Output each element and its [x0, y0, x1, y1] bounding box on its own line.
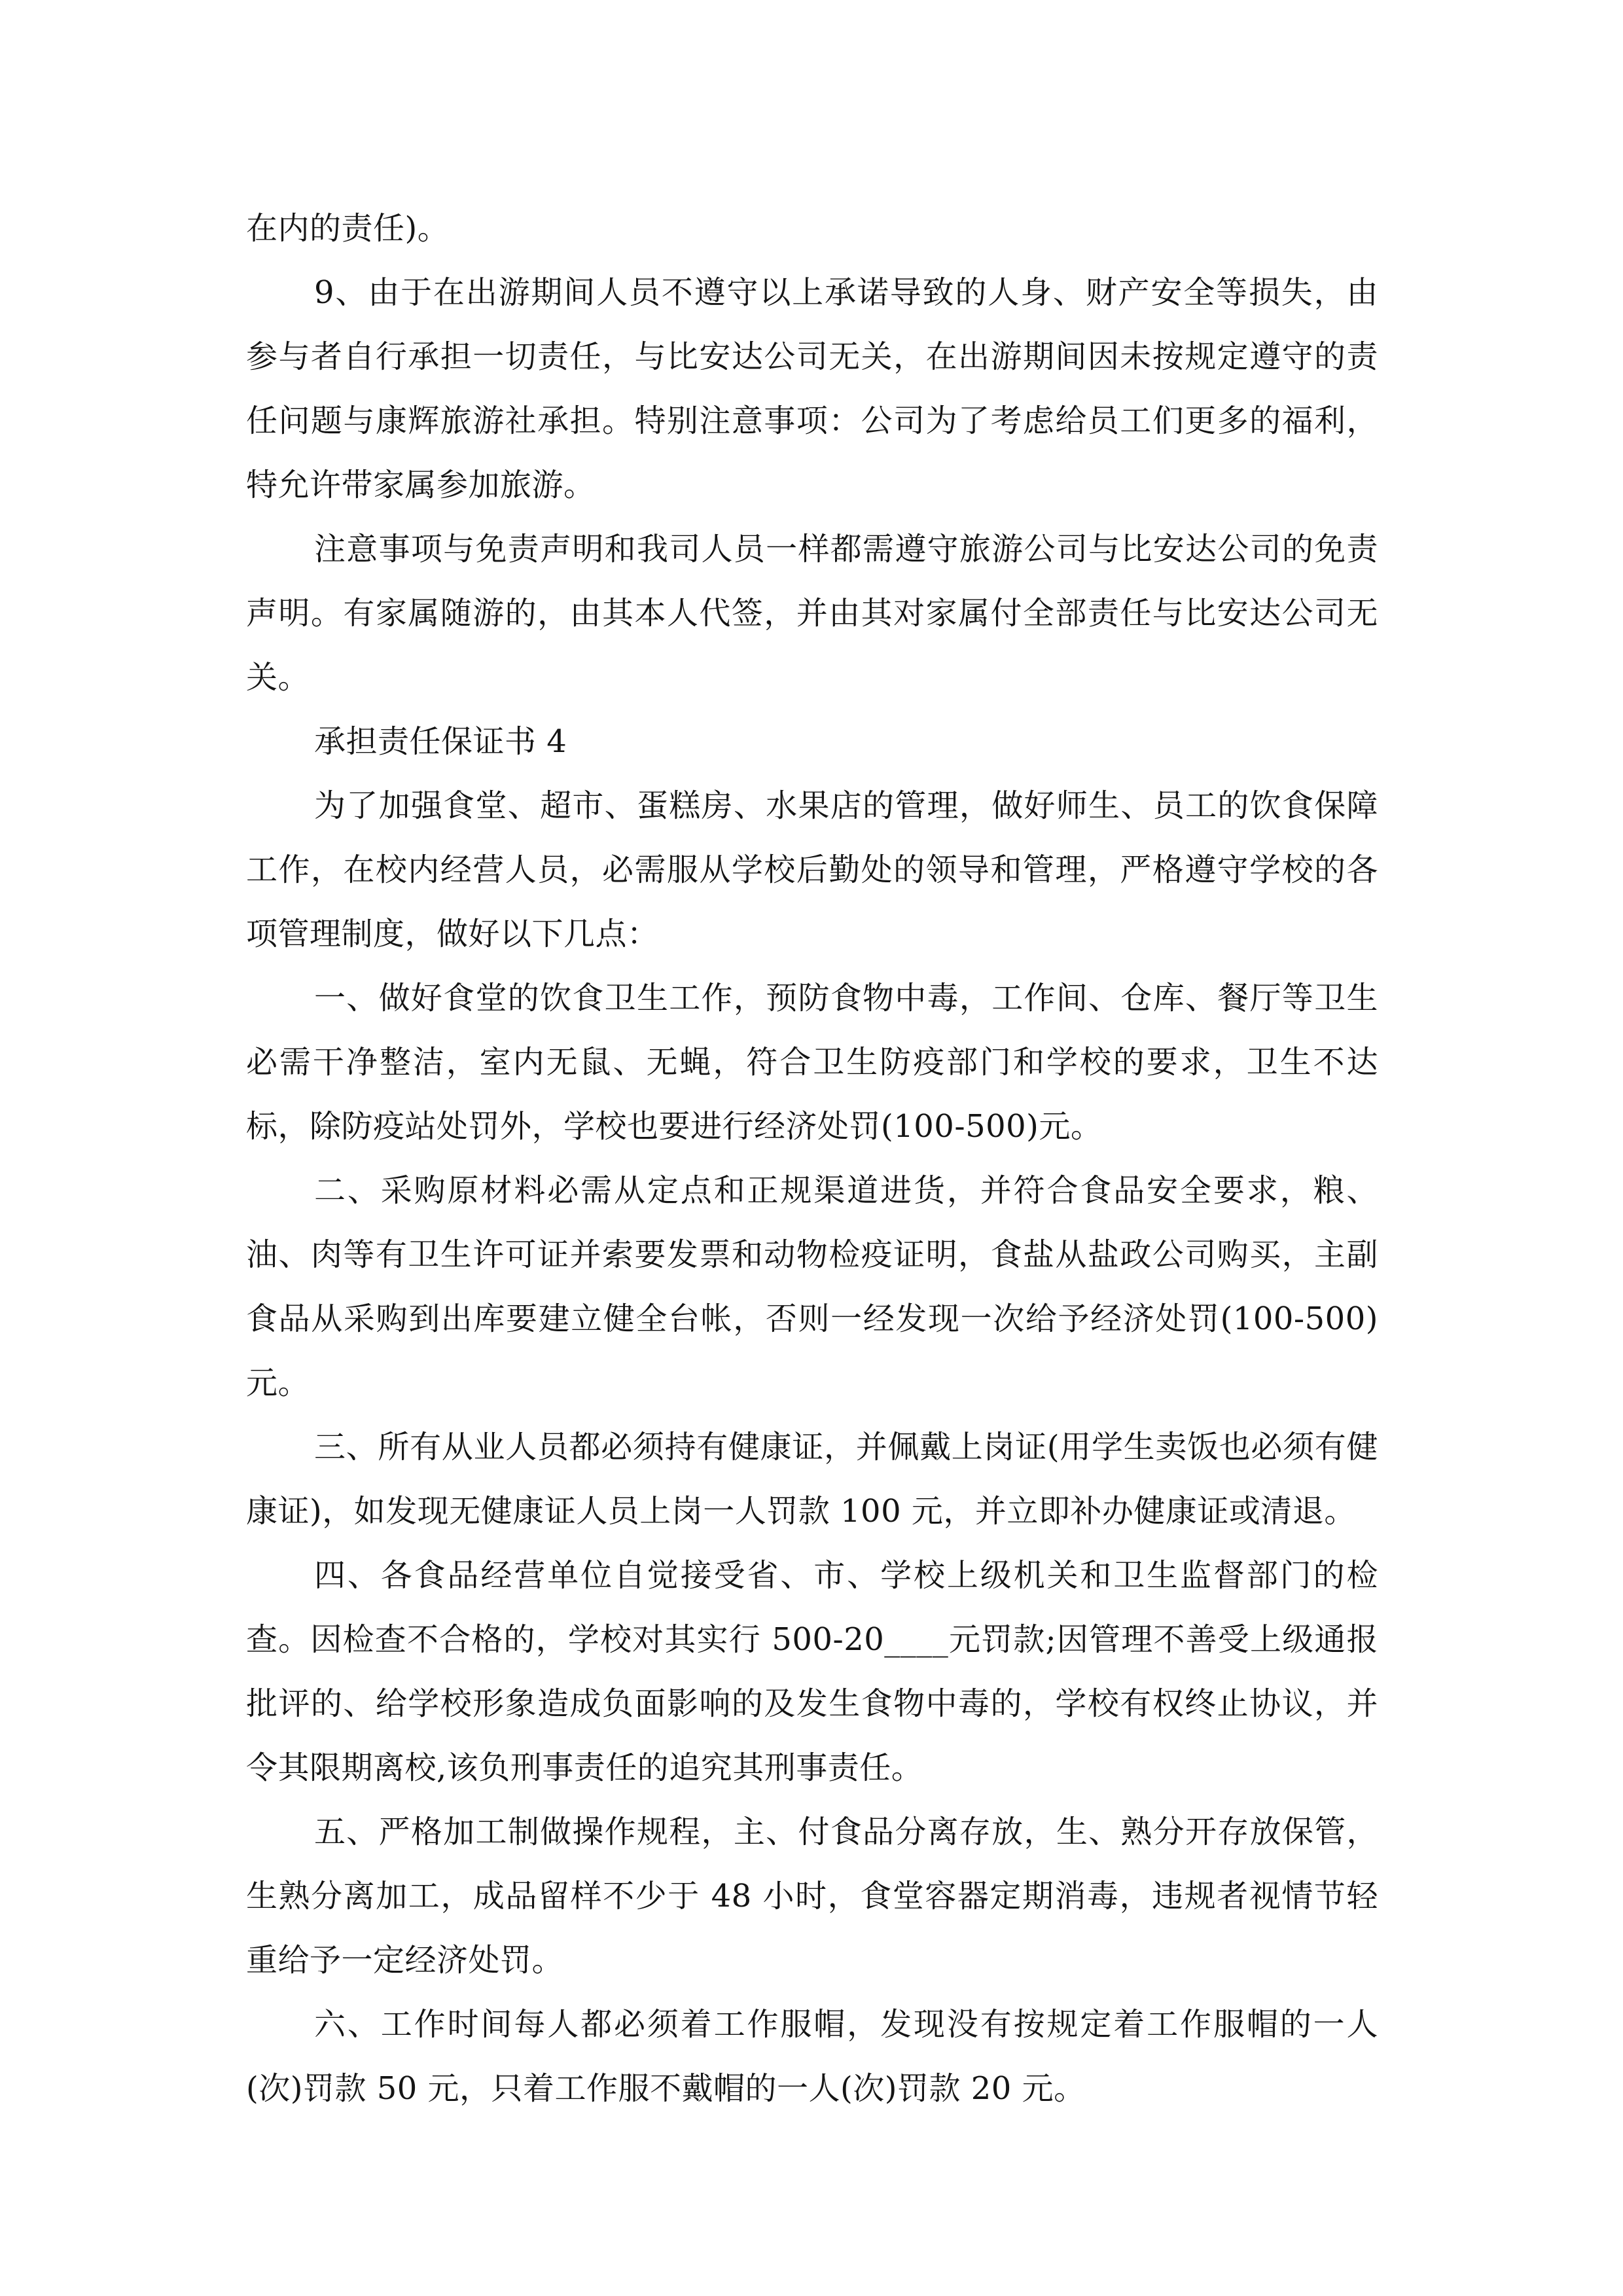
document-body [246, 196, 1378, 2121]
paragraph-clause-4: 四、各食品经营单位自觉接受省、市、学校上级机关和卫生监督部门的检查。因检查不合格的，学校对其实行 500-20____元罚款;因管理不善受上级通报批评的、给学校形象造成负面影响的及发生食物中毒的，学校有权终止协议，并令其限期离校,该负刑事责任的追究其刑事责任。 [246, 1557, 1378, 1786]
paragraph-intro: 为了加强食堂、超市、蛋糕房、水果店的管理，做好师生、员工的饮食保障工作，在校内经营人员，必需服从学校后勤处的领导和管理，严格遵守学校的各项管理制度，做好以下几点： [246, 787, 1378, 952]
paragraph-clause-1: 一、做好食堂的饮食卫生工作，预防食物中毒，工作间、仓库、餐厅等卫生必需干净整洁，室内无鼠、无蝇，符合卫生防疫部门和学校的要求，卫生不达标，除防疫站处罚外，学校也要进行经济处罚(100-500)元。 [246, 980, 1378, 1145]
paragraph-clause-3: 三、所有从业人员都必须持有健康证，并佩戴上岗证(用学生卖饭也必须有健康证)，如发现无健康证人员上岗一人罚款 100 元，并立即补办健康证或清退。 [246, 1429, 1378, 1530]
section-heading: 承担责任保证书 4 [314, 723, 567, 760]
paragraph-clause-6: 六、工作时间每人都必须着工作服帽，发现没有按规定着工作服帽的一人(次)罚款 50 元，只着工作服不戴帽的一人(次)罚款 20 元。 [246, 2006, 1378, 2107]
paragraph-continuation: 在内的责任)。 [246, 210, 450, 247]
paragraph-clause-5: 五、严格加工制做操作规程，主、付食品分离存放，生、熟分开存放保管，生熟分离加工，成品留样不少于 48 小时，食堂容器定期消毒，违规者视情节轻重给予一定经济处罚。 [246, 1814, 1378, 1979]
paragraph-clause-2: 二、采购原材料必需从定点和正规渠道进货，并符合食品安全要求，粮、油、肉等有卫生许可证并索要发票和动物检疫证明，食盐从盐政公司购买，主副食品从采购到出库要建立健全台帐，否则一经发现一次给予经济处罚(100-500)元。 [246, 1172, 1378, 1401]
paragraph-item-9: 9、由于在出游期间人员不遵守以上承诺导致的人身、财产安全等损失，由参与者自行承担一切责任，与比安达公司无关，在出游期间因未按规定遵守的责任问题与康辉旅游社承担。特别注意事项：公司为了考虑给员工们更多的福利，特允许带家属参加旅游。 [246, 274, 1378, 503]
paragraph-notice: 注意事项与免责声明和我司人员一样都需遵守旅游公司与比安达公司的免责声明。有家属随游的，由其本人代签，并由其对家属付全部责任与比安达公司无关。 [246, 531, 1378, 696]
